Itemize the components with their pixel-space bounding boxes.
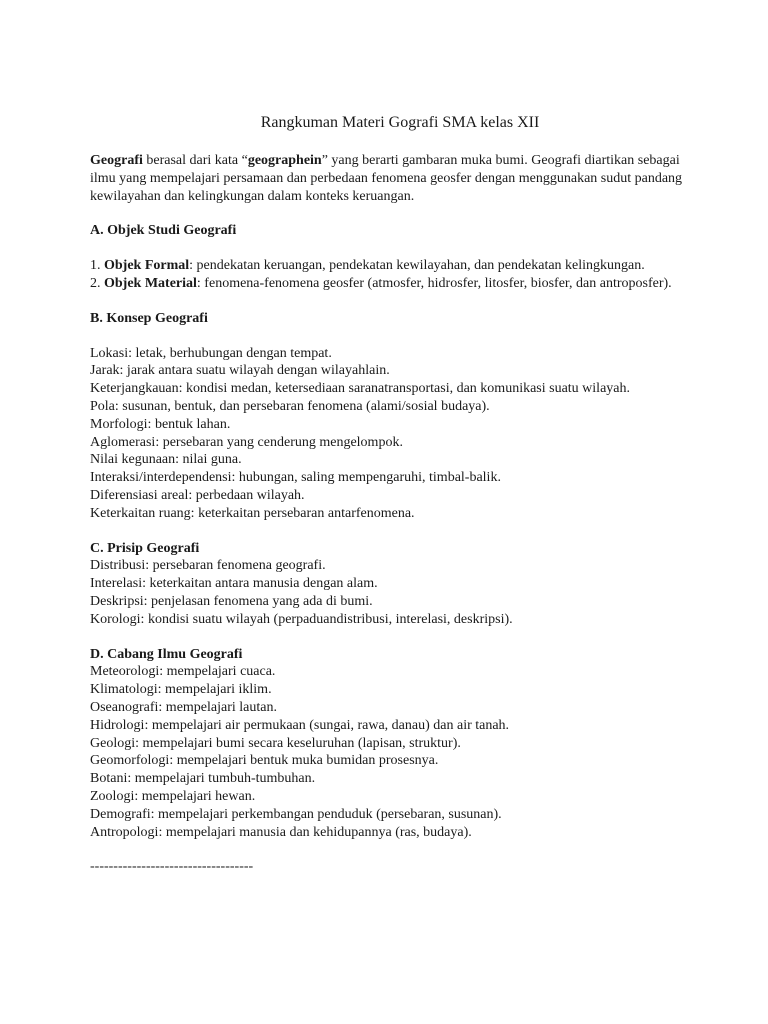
section-d-item: Botani: mempelajari tumbuh-tumbuhan. <box>90 771 316 787</box>
section-a-heading: A. Objek Studi Geografi <box>90 223 237 239</box>
section-b-item: Jarak: jarak antara suatu wilayah dengan wilayahlain. <box>90 363 390 379</box>
intro-paragraph <box>90 152 690 205</box>
divider-line: ----------------------------------- <box>90 859 254 875</box>
section-d-item: Klimatologi: mempelajari iklim. <box>90 682 272 698</box>
section-d-item: Demografi: mempelajari perkembangan penduduk (persebaran, susunan). <box>90 806 502 822</box>
item-desc: : pendekatan keruangan, pendekatan kewilayahan, dan pendekatan kelingkungan. <box>189 258 645 274</box>
section-d-heading: D. Cabang Ilmu Geografi <box>90 646 243 662</box>
section-b-item: Nilai kegunaan: nilai guna. <box>90 452 242 468</box>
section-b <box>90 310 690 523</box>
section-b-item: Keterkaitan ruang: keterkaitan persebaran antarfenomena. <box>90 505 415 521</box>
intro-origin-word: geographein <box>247 153 322 168</box>
document-page <box>90 113 690 876</box>
section-b-item: Aglomerasi: persebaran yang cenderung mengelompok. <box>90 434 403 450</box>
section-c-item: Deskripsi: penjelasan fenomena yang ada di bumi. <box>90 593 373 609</box>
section-d-item: Geomorfologi: mempelajari bentuk muka bumidan prosesnya. <box>90 753 439 769</box>
item-number: 2. <box>90 275 104 291</box>
section-a-item <box>90 257 690 275</box>
section-a <box>90 222 690 292</box>
section-c-item: Korologi: kondisi suatu wilayah (perpaduandistribusi, interelasi, deskripsi). <box>90 611 513 627</box>
section-c-item: Interelasi: keterkaitan antara manusia dengan alam. <box>90 576 378 592</box>
document-title: Rangkuman Materi Gografi SMA kelas XII <box>260 114 540 131</box>
section-d-item: Meteorologi: mempelajari cuaca. <box>90 664 276 680</box>
section-c <box>90 540 690 629</box>
section-b-heading: B. Konsep Geografi <box>90 310 208 326</box>
section-b-item: Interaksi/interdependensi: hubungan, saling mempengaruhi, timbal-balik. <box>90 470 501 486</box>
section-d-item: Antropologi: mempelajari manusia dan kehidupannya (ras, budaya). <box>90 824 472 840</box>
intro-text-1: berasal dari kata “ <box>142 153 248 168</box>
section-b-item: Diferensiasi areal: perbedaan wilayah. <box>90 487 305 503</box>
section-d-item: Zoologi: mempelajari hewan. <box>90 788 256 804</box>
section-d-item: Hidrologi: mempelajari air permukaan (sungai, rawa, danau) dan air tanah. <box>90 717 510 733</box>
section-a-item <box>90 275 690 293</box>
section-b-item: Keterjangkauan: kondisi medan, ketersediaan saranatransportasi, dan komunikasi suatu wilayah. <box>90 381 630 397</box>
item-term: Objek Material <box>104 275 197 291</box>
item-term: Objek Formal <box>104 258 190 274</box>
section-d-item: Oseanografi: mempelajari lautan. <box>90 699 277 715</box>
section-b-item: Pola: susunan, bentuk, dan persebaran fenomena (alami/sosial budaya). <box>90 398 490 414</box>
section-c-item: Distribusi: persebaran fenomena geografi. <box>90 558 326 574</box>
intro-text-2: ” yang berarti gambaran muka bumi. Geografi diartikan sebagai ilmu yang mempelajari persamaan dan perbedaan fenomena geosfer dengan menggunakan sudut pandang kewilayahan dan kelingkungan dalam konteks keruangan. <box>90 153 683 204</box>
item-desc: : fenomena-fenomena geosfer (atmosfer, hidrosfer, litosfer, biosfer, dan antroposfer). <box>196 275 672 291</box>
section-d <box>90 646 690 842</box>
section-c-heading: C. Prisip Geografi <box>90 540 200 556</box>
section-b-item: Morfologi: bentuk lahan. <box>90 416 231 432</box>
section-d-item: Geologi: mempelajari bumi secara keseluruhan (lapisan, struktur). <box>90 735 461 751</box>
intro-term: Geografi <box>90 153 143 168</box>
section-b-item: Lokasi: letak, berhubungan dengan tempat. <box>90 345 332 361</box>
item-number: 1. <box>90 258 104 274</box>
